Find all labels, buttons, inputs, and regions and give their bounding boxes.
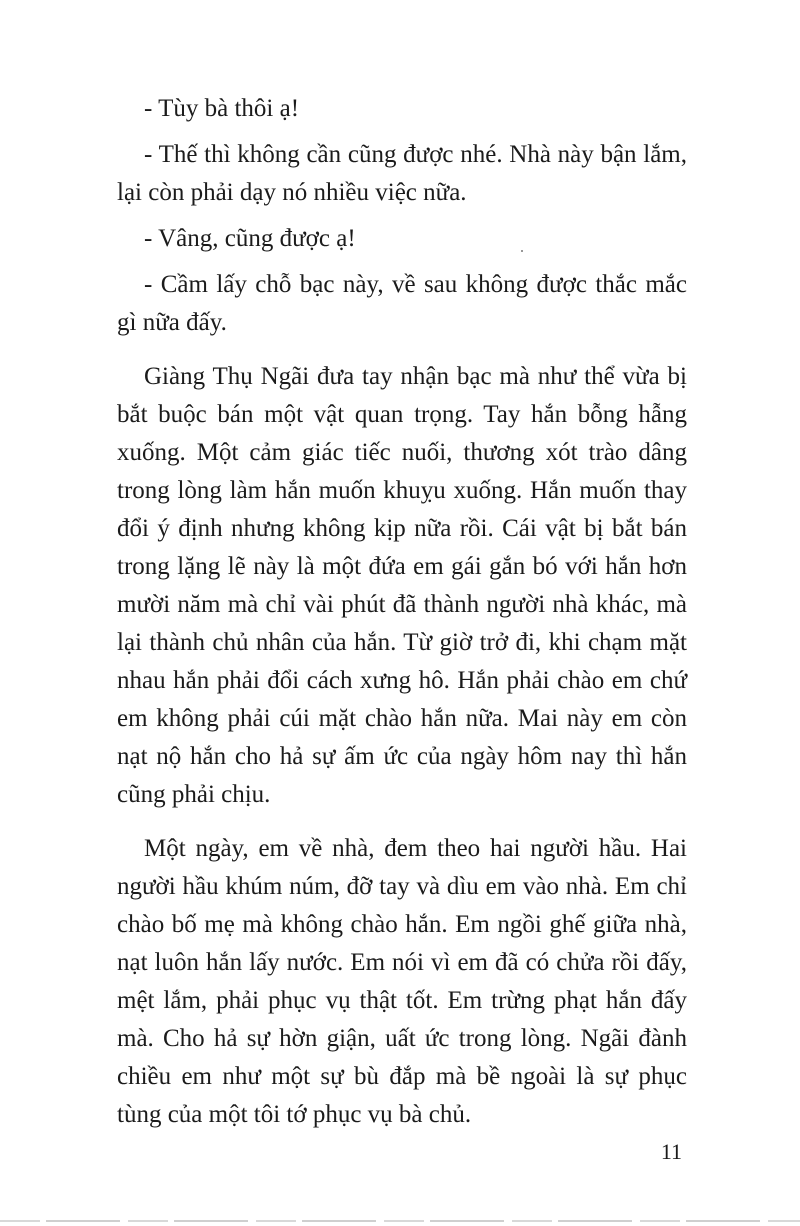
narrative-paragraph: Giàng Thụ Ngãi đưa tay nhận bạc mà như thể vừa bị bắt buộc bán một vật quan trọng. Tay hắn bỗng hẫng xuống. Một cảm giác tiếc nuối, thương xót trào dâng trong lòng làm hắn muốn khuỵu xuống. Hắn muốn thay đổi ý định nhưng không kịp nữa rồi. Cái vật bị bắt bán trong lặng lẽ này là một đứa em gái gắn bó với hắn hơn mười năm mà chỉ vài phút đã thành người nhà khác, mà lại thành chủ nhân của hắn. Từ giờ trở đi, khi chạm mặt nhau hắn phải đổi cách xưng hô. Hắn phải chào em chứ em không phải cúi mặt chào hắn nữa. Mai này em còn nạt nộ hắn cho hả sự ấm ức của ngày hôm nay thì hắn cũng phải chịu.	[117, 363, 687, 808]
dialogue-line: - Vâng, cũng được ạ!	[144, 225, 356, 252]
body-text	[117, 90, 687, 1134]
dialogue-line: - Thế thì không cần cũng được nhé. Nhà này bận lắm, lại còn phải dạy nó nhiều việc nữa.	[117, 141, 687, 206]
dialogue-line: - Tùy bà thôi ạ!	[144, 95, 300, 122]
narrative-paragraph: Một ngày, em về nhà, đem theo hai người hầu. Hai người hầu khúm núm, đỡ tay và dìu em vào nhà. Em chỉ chào bố mẹ mà không chào hắn. Em ngồi ghế giữa nhà, nạt luôn hắn lấy nước. Em nói vì em đã có chửa rồi đấy, mệt lắm, phải phục vụ thật tốt. Em trừng phạt hắn đấy mà. Cho hả sự hờn giận, uất ức trong lòng. Ngãi đành chiều em như một sự bù đắp mà bề ngoài là sự phục tùng của một tôi tớ phục vụ bà chủ.	[117, 835, 687, 1128]
dialogue-line: - Cầm lấy chỗ bạc này, về sau không được thắc mắc gì nữa đấy.	[117, 271, 687, 336]
page-edge-divider	[0, 1220, 800, 1222]
page-number: 11	[660, 1139, 682, 1164]
